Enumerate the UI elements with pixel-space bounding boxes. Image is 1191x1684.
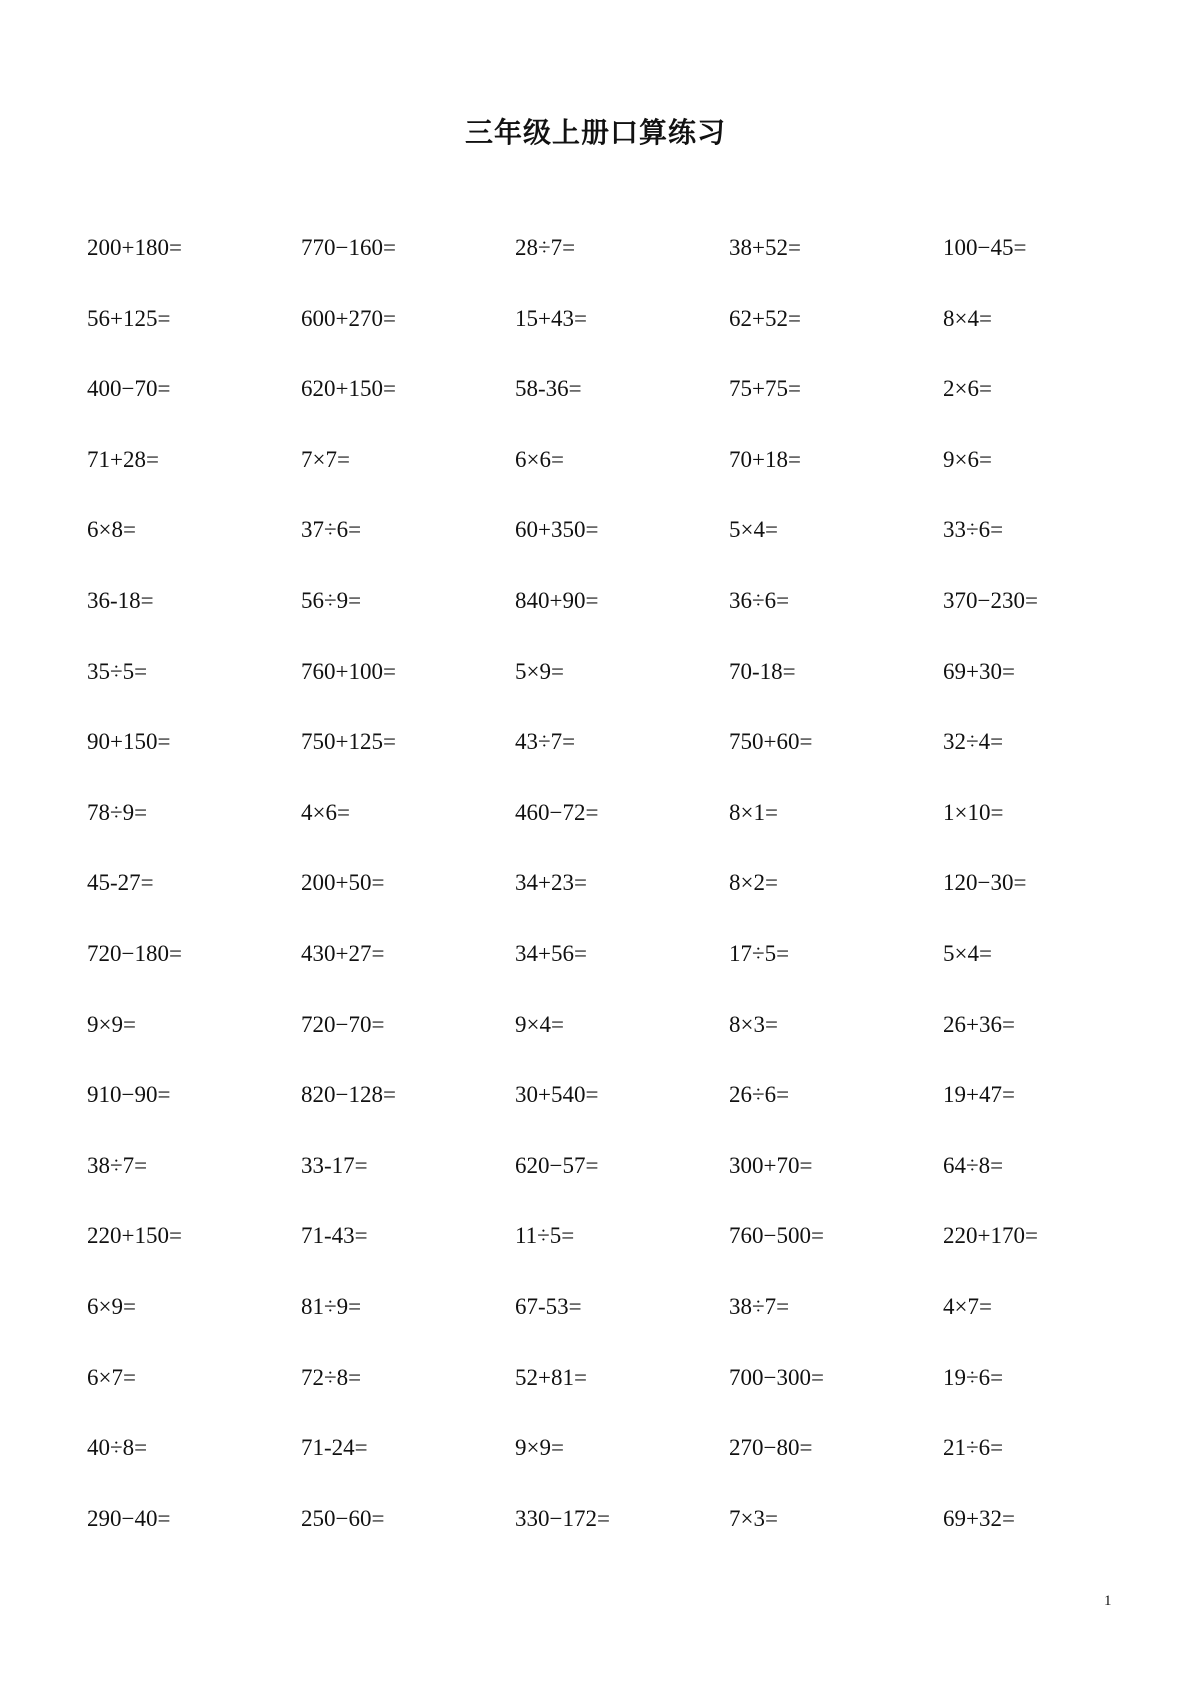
problem-row [87,1080,1157,1151]
problem-cell: 100−45= [943,235,1027,260]
problem-cell: 620+150= [301,376,396,402]
problem-cell: 33-17= [301,1152,368,1178]
problem-cell: 58-36= [515,376,582,402]
problem-cell: 33÷6= [943,517,1004,543]
problem-row [87,445,1157,516]
problem-cell: 5×9= [515,658,564,684]
problem-cell: 200+180= [87,235,182,260]
problem-cell: 67-53= [515,1293,582,1319]
problem-cell: 8×4= [943,305,992,331]
problem-cell: 69+30= [943,658,1015,684]
problem-cell: 820−128= [301,1082,396,1108]
problem-cell: 36-18= [87,587,154,613]
problem-cell: 7×3= [729,1505,778,1531]
problem-cell: 290−40= [87,1505,171,1531]
problem-cell: 330−172= [515,1505,610,1531]
problem-cell: 9×4= [515,1011,564,1037]
problem-cell: 37÷6= [301,517,362,543]
problem-cell: 32÷4= [943,729,1004,755]
problem-row [87,1363,1157,1434]
problem-cell: 71+28= [87,446,159,472]
page-number: 1 [1104,1593,1112,1609]
problem-row [87,1151,1157,1222]
problem-cell: 6×6= [515,446,564,472]
problem-cell: 71-43= [301,1223,368,1249]
problem-row [87,304,1157,375]
problem-cell: 56÷9= [301,587,362,613]
problem-cell: 64÷8= [943,1152,1004,1178]
problem-row [87,586,1157,657]
problem-cell: 90+150= [87,729,171,755]
problem-cell: 760−500= [729,1223,824,1249]
problem-cell: 78÷9= [87,799,148,825]
problem-cell: 8×3= [729,1011,778,1037]
problem-cell: 6×9= [87,1293,136,1319]
problem-cell: 4×6= [301,799,350,825]
problem-cell: 760+100= [301,658,396,684]
problem-cell: 71-24= [301,1435,368,1461]
problem-cell: 120−30= [943,870,1027,896]
worksheet-title: 三年级上册口算练习 [464,116,726,149]
problem-cell: 200+50= [301,870,385,896]
problem-row [87,233,1157,304]
problem-cell: 26+36= [943,1011,1015,1037]
problem-row [87,868,1157,939]
problem-cell: 30+540= [515,1082,599,1108]
problem-row [87,1292,1157,1363]
problem-cell: 840+90= [515,587,599,613]
problem-cell: 910−90= [87,1082,171,1108]
problem-cell: 45-27= [87,870,154,896]
problem-cell: 270−80= [729,1435,813,1461]
problem-cell: 4×7= [943,1293,992,1319]
problem-cell: 750+60= [729,729,813,755]
problem-cell: 620−57= [515,1152,599,1178]
problem-row [87,727,1157,798]
problem-cell: 36÷6= [729,587,790,613]
problem-row [87,1504,1157,1575]
problem-cell: 15+43= [515,305,587,331]
problem-cell: 75+75= [729,376,801,402]
problem-row [87,939,1157,1010]
problem-row [87,1010,1157,1081]
problem-cell: 70+18= [729,446,801,472]
problem-cell: 8×2= [729,870,778,896]
problem-cell: 72÷8= [301,1364,362,1390]
problem-cell: 26÷6= [729,1082,790,1108]
problem-cell: 38÷7= [729,1293,790,1319]
problem-cell: 21÷6= [943,1435,1004,1461]
problem-cell: 70-18= [729,658,796,684]
problem-row [87,798,1157,869]
problem-cell: 38÷7= [87,1152,148,1178]
problem-cell: 52+81= [515,1364,587,1390]
problem-cell: 400−70= [87,376,171,402]
problem-cell: 370−230= [943,587,1038,613]
problem-cell: 34+56= [515,940,587,966]
problem-cell: 40÷8= [87,1435,148,1461]
problem-cell: 56+125= [87,305,171,331]
problem-cell: 220+170= [943,1223,1038,1249]
problem-cell: 250−60= [301,1505,385,1531]
problem-cell: 9×9= [87,1011,136,1037]
problem-cell: 34+23= [515,870,587,896]
problem-cell: 19+47= [943,1082,1015,1108]
problem-cell: 430+27= [301,940,385,966]
problem-cell: 460−72= [515,799,599,825]
problem-cell: 8×1= [729,799,778,825]
problem-row [87,1221,1157,1292]
problem-cell: 11÷5= [515,1223,575,1249]
problem-cell: 1×10= [943,799,1004,825]
problem-cell: 300+70= [729,1152,813,1178]
problem-row [87,657,1157,728]
problem-cell: 60+350= [515,517,599,543]
problem-cell: 600+270= [301,305,396,331]
problem-cell: 9×9= [515,1435,564,1461]
problem-cell: 6×8= [87,517,136,543]
problem-cell: 17÷5= [729,940,790,966]
problem-cell: 9×6= [943,446,992,472]
problem-cell: 720−180= [87,940,182,966]
problem-cell: 720−70= [301,1011,385,1037]
problem-cell: 35÷5= [87,658,148,684]
problem-cell: 62+52= [729,305,801,331]
problem-row [87,515,1157,586]
problem-row [87,374,1157,445]
problem-cell: 700−300= [729,1364,824,1390]
problem-cell: 2×6= [943,376,992,402]
problem-cell: 6×7= [87,1364,136,1390]
problem-cell: 38+52= [729,235,801,260]
problem-cell: 5×4= [729,517,778,543]
problem-cell: 43÷7= [515,729,576,755]
problem-cell: 28÷7= [515,235,576,260]
problem-cell: 5×4= [943,940,992,966]
problem-cell: 69+32= [943,1505,1015,1531]
problem-cell: 770−160= [301,235,396,260]
problem-cell: 220+150= [87,1223,182,1249]
problem-grid [87,233,1157,1574]
problem-cell: 81÷9= [301,1293,362,1319]
problem-cell: 750+125= [301,729,396,755]
problem-cell: 19÷6= [943,1364,1004,1390]
problem-row [87,1433,1157,1504]
problem-cell: 7×7= [301,446,350,472]
